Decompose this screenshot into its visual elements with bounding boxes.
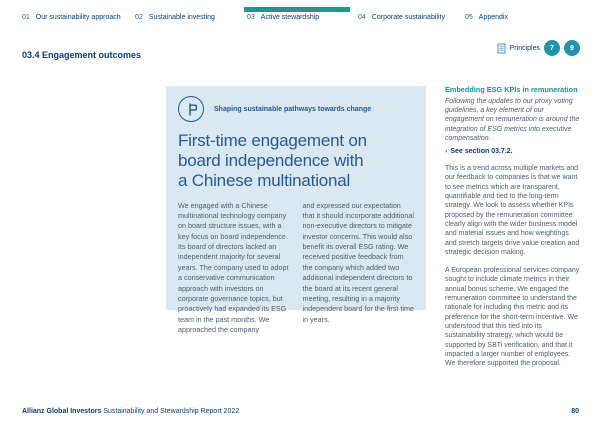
card-body-column-1: We engaged with a Chinese multinational technology company on board structure issues, with a key focus on board independence. Its board of directors lacked an independent majority for several years. The company used to adopt a conservative communication approach with investors on corporate governance topics, but proactively had expanded its ESG team in the past months. We approached the company	[178, 200, 289, 334]
nav-item-number: 03	[247, 14, 255, 21]
nav-item-label: Our sustainability approach	[35, 14, 121, 21]
footer-brand: Allianz Global Investors	[22, 408, 102, 415]
card-body-column-2: and expressed our expectation that it should incorporate additional non-executive directors to mitigate investor concerns. This would also benefit its overall ESG rating. We received positive feedback from the company which added two additional independent directors to the board at its recent general meeting, resulting in a majority independent board for the first time in years.	[302, 200, 414, 324]
see-section-link[interactable]	[445, 148, 582, 155]
see-section-link-label: See section 03.7.2.	[450, 148, 513, 156]
principles-group	[497, 40, 580, 56]
sidebar-column	[445, 85, 582, 377]
card-heading-line: board independence with	[178, 150, 364, 170]
flag-icon	[178, 96, 204, 122]
page-title: 03.4 Engagement outcomes	[22, 50, 142, 60]
card-heading-line: First-time engagement on	[178, 131, 367, 150]
nav-item-label: Active stewardship	[260, 14, 320, 21]
page-number: 80	[571, 408, 579, 415]
sidebar-paragraph-2: A European professional services company sought to include climate metrics in their annual bonus scheme. We engaged the remuneration committee to understand the rationale for including this metric and its preference for the short-term incentive. We understood that this tied into its sustainability strategy, which would be supported by SBTi verification, and that it impacted a larger number of employees. We therefore supported the proposal.	[445, 267, 580, 368]
nav-item-number: 02	[135, 14, 143, 21]
nav-item-active-stewardship[interactable]	[247, 14, 319, 21]
card-body	[178, 201, 414, 336]
nav-item-appendix[interactable]	[465, 14, 508, 21]
nav-item-number: 01	[22, 14, 30, 21]
nav-item-label: Corporate sustainability	[371, 14, 445, 21]
principles-book-icon	[497, 43, 506, 54]
footer-title: Sustainability and Stewardship Report 2022	[103, 408, 240, 415]
nav-item-sustainability-approach[interactable]	[22, 14, 121, 21]
nav-item-sustainable-investing[interactable]	[135, 14, 215, 21]
principle-badge-7[interactable]: 7	[544, 40, 560, 56]
engagement-case-study-card	[166, 86, 426, 334]
sidebar-paragraph-1: This is a trend across multiple markets and our feedback to companies is that we want to see metrics which are transparent, quantifiable and tied to the long-term strategy. We look to assess whether KPIs proposed by the remuneration committee clearly align with the wider business model and material issues and how weightings and stretch targets drive value creation and strategic decision making.	[445, 165, 580, 256]
active-tab-indicator	[244, 7, 350, 12]
nav-item-corporate-sustainability[interactable]	[358, 14, 445, 21]
card-tagline: Shaping sustainable pathways towards change	[214, 105, 372, 113]
principle-badge-9[interactable]: 9	[564, 40, 580, 56]
principles-label: Principles	[509, 44, 540, 52]
card-heading-line: a Chinese multinational	[178, 170, 351, 190]
card-heading	[178, 131, 414, 191]
nav-item-number: 05	[465, 14, 473, 21]
card-header-row	[178, 96, 414, 122]
nav-item-label: Appendix	[478, 14, 508, 21]
chevron-right-icon: ›	[445, 148, 448, 156]
nav-item-label: Sustainable investing	[148, 14, 215, 21]
sidebar-intro-text: Following the updates to our proxy voting guidelines, a key element of our engagement on remuneration is around the integration of ESG metrics into executive compensation.	[445, 98, 580, 142]
nav-item-number: 04	[358, 14, 366, 21]
page-footer	[22, 408, 579, 415]
sidebar-heading: Embedding ESG KPIs in remuneration	[445, 85, 578, 94]
footer-report-title	[22, 408, 239, 415]
